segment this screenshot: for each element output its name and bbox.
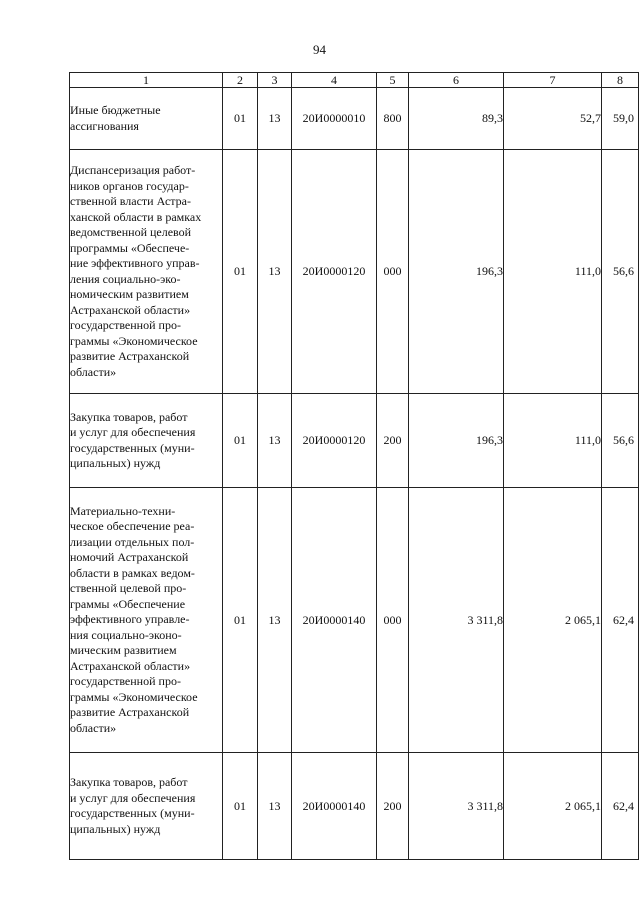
row-section: 01 — [223, 488, 258, 753]
row-plan-value: 3 311,8 — [409, 753, 504, 860]
row-plan-value: 196,3 — [409, 394, 504, 488]
header-col-2: 2 — [223, 73, 258, 88]
row-subsection: 13 — [258, 88, 292, 150]
row-percent: 56,6 — [602, 394, 639, 488]
header-col-7: 7 — [504, 73, 602, 88]
row-fact-value: 2 065,1 — [504, 753, 602, 860]
header-row — [70, 73, 639, 88]
table-row — [70, 88, 639, 150]
row-fact-value: 2 065,1 — [504, 488, 602, 753]
table-row — [70, 488, 639, 753]
row-subsection: 13 — [258, 488, 292, 753]
row-percent: 56,6 — [602, 150, 639, 394]
row-percent: 59,0 — [602, 88, 639, 150]
row-target-article: 20И0000120 — [292, 150, 377, 394]
row-section: 01 — [223, 150, 258, 394]
row-target-article: 20И0000120 — [292, 394, 377, 488]
row-expense-type: 000 — [377, 488, 409, 753]
row-fact-value: 111,0 — [504, 394, 602, 488]
row-expense-type: 200 — [377, 753, 409, 860]
row-percent: 62,4 — [602, 753, 639, 860]
row-section: 01 — [223, 88, 258, 150]
header-col-3: 3 — [258, 73, 292, 88]
header-col-8: 8 — [602, 73, 639, 88]
row-subsection: 13 — [258, 150, 292, 394]
row-fact-value: 111,0 — [504, 150, 602, 394]
row-description: Закупка товаров, работ и услуг для обеспечения государственных (муни- ципальных) нужд — [70, 753, 223, 860]
header-col-5: 5 — [377, 73, 409, 88]
row-target-article: 20И0000140 — [292, 488, 377, 753]
table-row — [70, 394, 639, 488]
table-row — [70, 753, 639, 860]
row-description: Диспансеризация работ- ников органов государ- ственной власти Астра- ханской области в рамках ведомственной целевой программы «Обеспече- ние эффективного управ- ления социально-эко- номическим развитием Астраханской области» государственной про- граммы «Экономическое развитие Астраханской области» — [70, 150, 223, 394]
page-number: 94 — [313, 42, 326, 57]
budget-table — [69, 72, 639, 860]
row-subsection: 13 — [258, 394, 292, 488]
header-col-6: 6 — [409, 73, 504, 88]
table-row — [70, 150, 639, 394]
row-fact-value: 52,7 — [504, 88, 602, 150]
row-target-article: 20И0000140 — [292, 753, 377, 860]
row-plan-value: 3 311,8 — [409, 488, 504, 753]
header-col-1: 1 — [70, 73, 223, 88]
row-subsection: 13 — [258, 753, 292, 860]
row-plan-value: 196,3 — [409, 150, 504, 394]
row-expense-type: 800 — [377, 88, 409, 150]
row-expense-type: 000 — [377, 150, 409, 394]
row-section: 01 — [223, 394, 258, 488]
row-target-article: 20И0000010 — [292, 88, 377, 150]
header-col-4: 4 — [292, 73, 377, 88]
row-description: Материально-техни- ческое обеспечение реа- лизации отдельных пол- номочий Астраханской области в рамках ведом- ственной целевой про- граммы «Обеспечение эффективного управле- ния социально-эконо- мическим развитием Астраханской области» государственной про- граммы «Экономическое развитие Астраханской области» — [70, 488, 223, 753]
row-description: Закупка товаров, работ и услуг для обеспечения государственных (муни- ципальных) нужд — [70, 394, 223, 488]
row-plan-value: 89,3 — [409, 88, 504, 150]
row-section: 01 — [223, 753, 258, 860]
row-percent: 62,4 — [602, 488, 639, 753]
row-description: Иные бюджетные ассигнования — [70, 88, 223, 150]
row-expense-type: 200 — [377, 394, 409, 488]
